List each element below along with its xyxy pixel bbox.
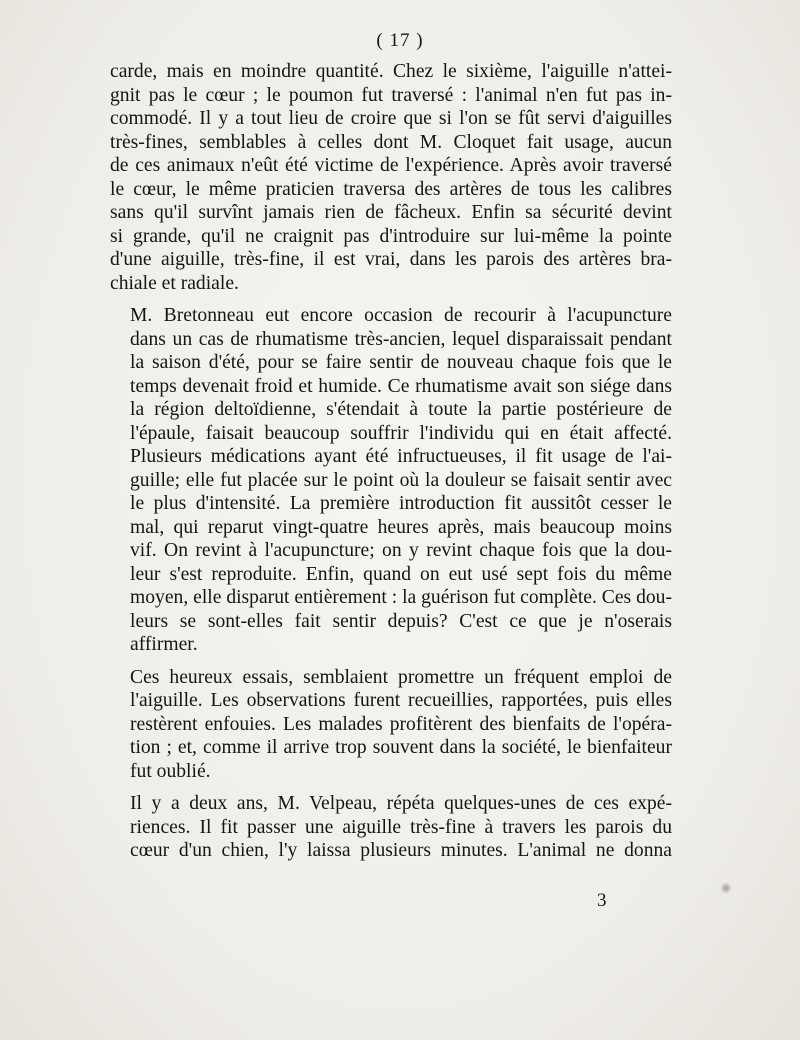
text-line: dans un cas de rhumatisme très-ancien, lequel disparaissait pendant bbox=[130, 328, 672, 350]
text-line: restèrent enfouies. Les malades profitèrent des bienfaits de l'opéra- bbox=[130, 713, 672, 735]
text-line: le cœur, le même praticien traversa des artères de tous les calibres bbox=[110, 178, 672, 200]
text-line: mal, qui reparut vingt-quatre heures après, mais beaucoup moins bbox=[130, 516, 672, 538]
paragraph-2 bbox=[110, 304, 672, 657]
paragraph-3 bbox=[110, 666, 672, 784]
text-line: affirmer. bbox=[130, 634, 198, 655]
text-line: vif. On revint à l'acupuncture; on y revint chaque fois que la dou- bbox=[130, 540, 672, 561]
ink-spot bbox=[720, 882, 732, 894]
text-line: si grande, qu'il ne craignit pas d'introduire sur lui-même la pointe bbox=[110, 225, 672, 247]
text-line: guille; elle fut placée sur le point où la douleur se faisait sentir avec bbox=[130, 469, 672, 491]
text-line: cœur d'un chien, l'y laissa plusieurs minutes. L'animal ne donna bbox=[130, 840, 672, 861]
text-line: d'une aiguille, très-fine, il est vrai, dans les parois des artères bra- bbox=[110, 249, 672, 270]
paragraph-4 bbox=[110, 792, 672, 863]
text-line: Ces heureux essais, semblaient promettre un fréquent emploi de bbox=[130, 666, 672, 688]
text-line: moyen, elle disparut entièrement : la guérison fut complète. Ces dou- bbox=[130, 587, 672, 608]
text-line: fut oublié. bbox=[130, 760, 211, 782]
text-line: de ces animaux n'eût été victime de l'expérience. Après avoir traversé bbox=[110, 155, 672, 176]
text-line: temps devenait froid et humide. Ce rhumatisme avait son siége dans bbox=[130, 375, 672, 397]
text-line: carde, mais en moindre quantité. Chez le sixième, l'aiguille n'attei- bbox=[110, 61, 672, 82]
text-line: la région deltoïdienne, s'étendait à toute la partie postérieure de bbox=[130, 399, 672, 420]
signature-mark: 3 bbox=[597, 890, 607, 911]
text-line: M. Bretonneau eut encore occasion de recourir à l'acupuncture bbox=[130, 305, 672, 326]
text-line: leurs se sont-elles fait sentir depuis? C'est ce que je n'oserais bbox=[130, 610, 672, 632]
page-number: ( 17 ) bbox=[376, 30, 424, 51]
text-line: sans qu'il survînt jamais rien de fâcheux. Enfin sa sécurité devint bbox=[110, 202, 672, 223]
text-line: Il y a deux ans, M. Velpeau, répéta quelques-unes de ces expé- bbox=[130, 793, 672, 814]
text-line: commodé. Il y a tout lieu de croire que si l'on se fût servi d'aiguilles bbox=[110, 108, 672, 129]
text-line: l'épaule, faisait beaucoup souffrir l'individu qui en était affecté. bbox=[130, 422, 672, 444]
text-line: leur s'est reproduite. Enfin, quand on eut usé sept fois du même bbox=[130, 563, 672, 585]
paragraph-1 bbox=[110, 60, 672, 295]
text-line: tion ; et, comme il arrive trop souvent dans la société, le bienfaiteur bbox=[130, 737, 672, 758]
text-line: Plusieurs médications ayant été infructueuses, il fit usage de l'ai- bbox=[130, 446, 672, 467]
body-text bbox=[110, 60, 672, 872]
text-line: le plus d'intensité. La première introduction fit aussitôt cesser le bbox=[130, 493, 672, 514]
text-line: chiale et radiale. bbox=[110, 272, 239, 294]
text-line: gnit pas le cœur ; le poumon fut traversé : l'animal n'en fut pas in- bbox=[110, 84, 672, 106]
text-line: très-fines, semblables à celles dont M. Cloquet fait usage, aucun bbox=[110, 131, 672, 153]
text-line: riences. Il fit passer une aiguille très-fine à travers les parois du bbox=[130, 816, 672, 838]
text-line: l'aiguille. Les observations furent recueillies, rapportées, puis elles bbox=[130, 690, 672, 711]
text-line: la saison d'été, pour se faire sentir de nouveau chaque fois que le bbox=[130, 352, 672, 373]
